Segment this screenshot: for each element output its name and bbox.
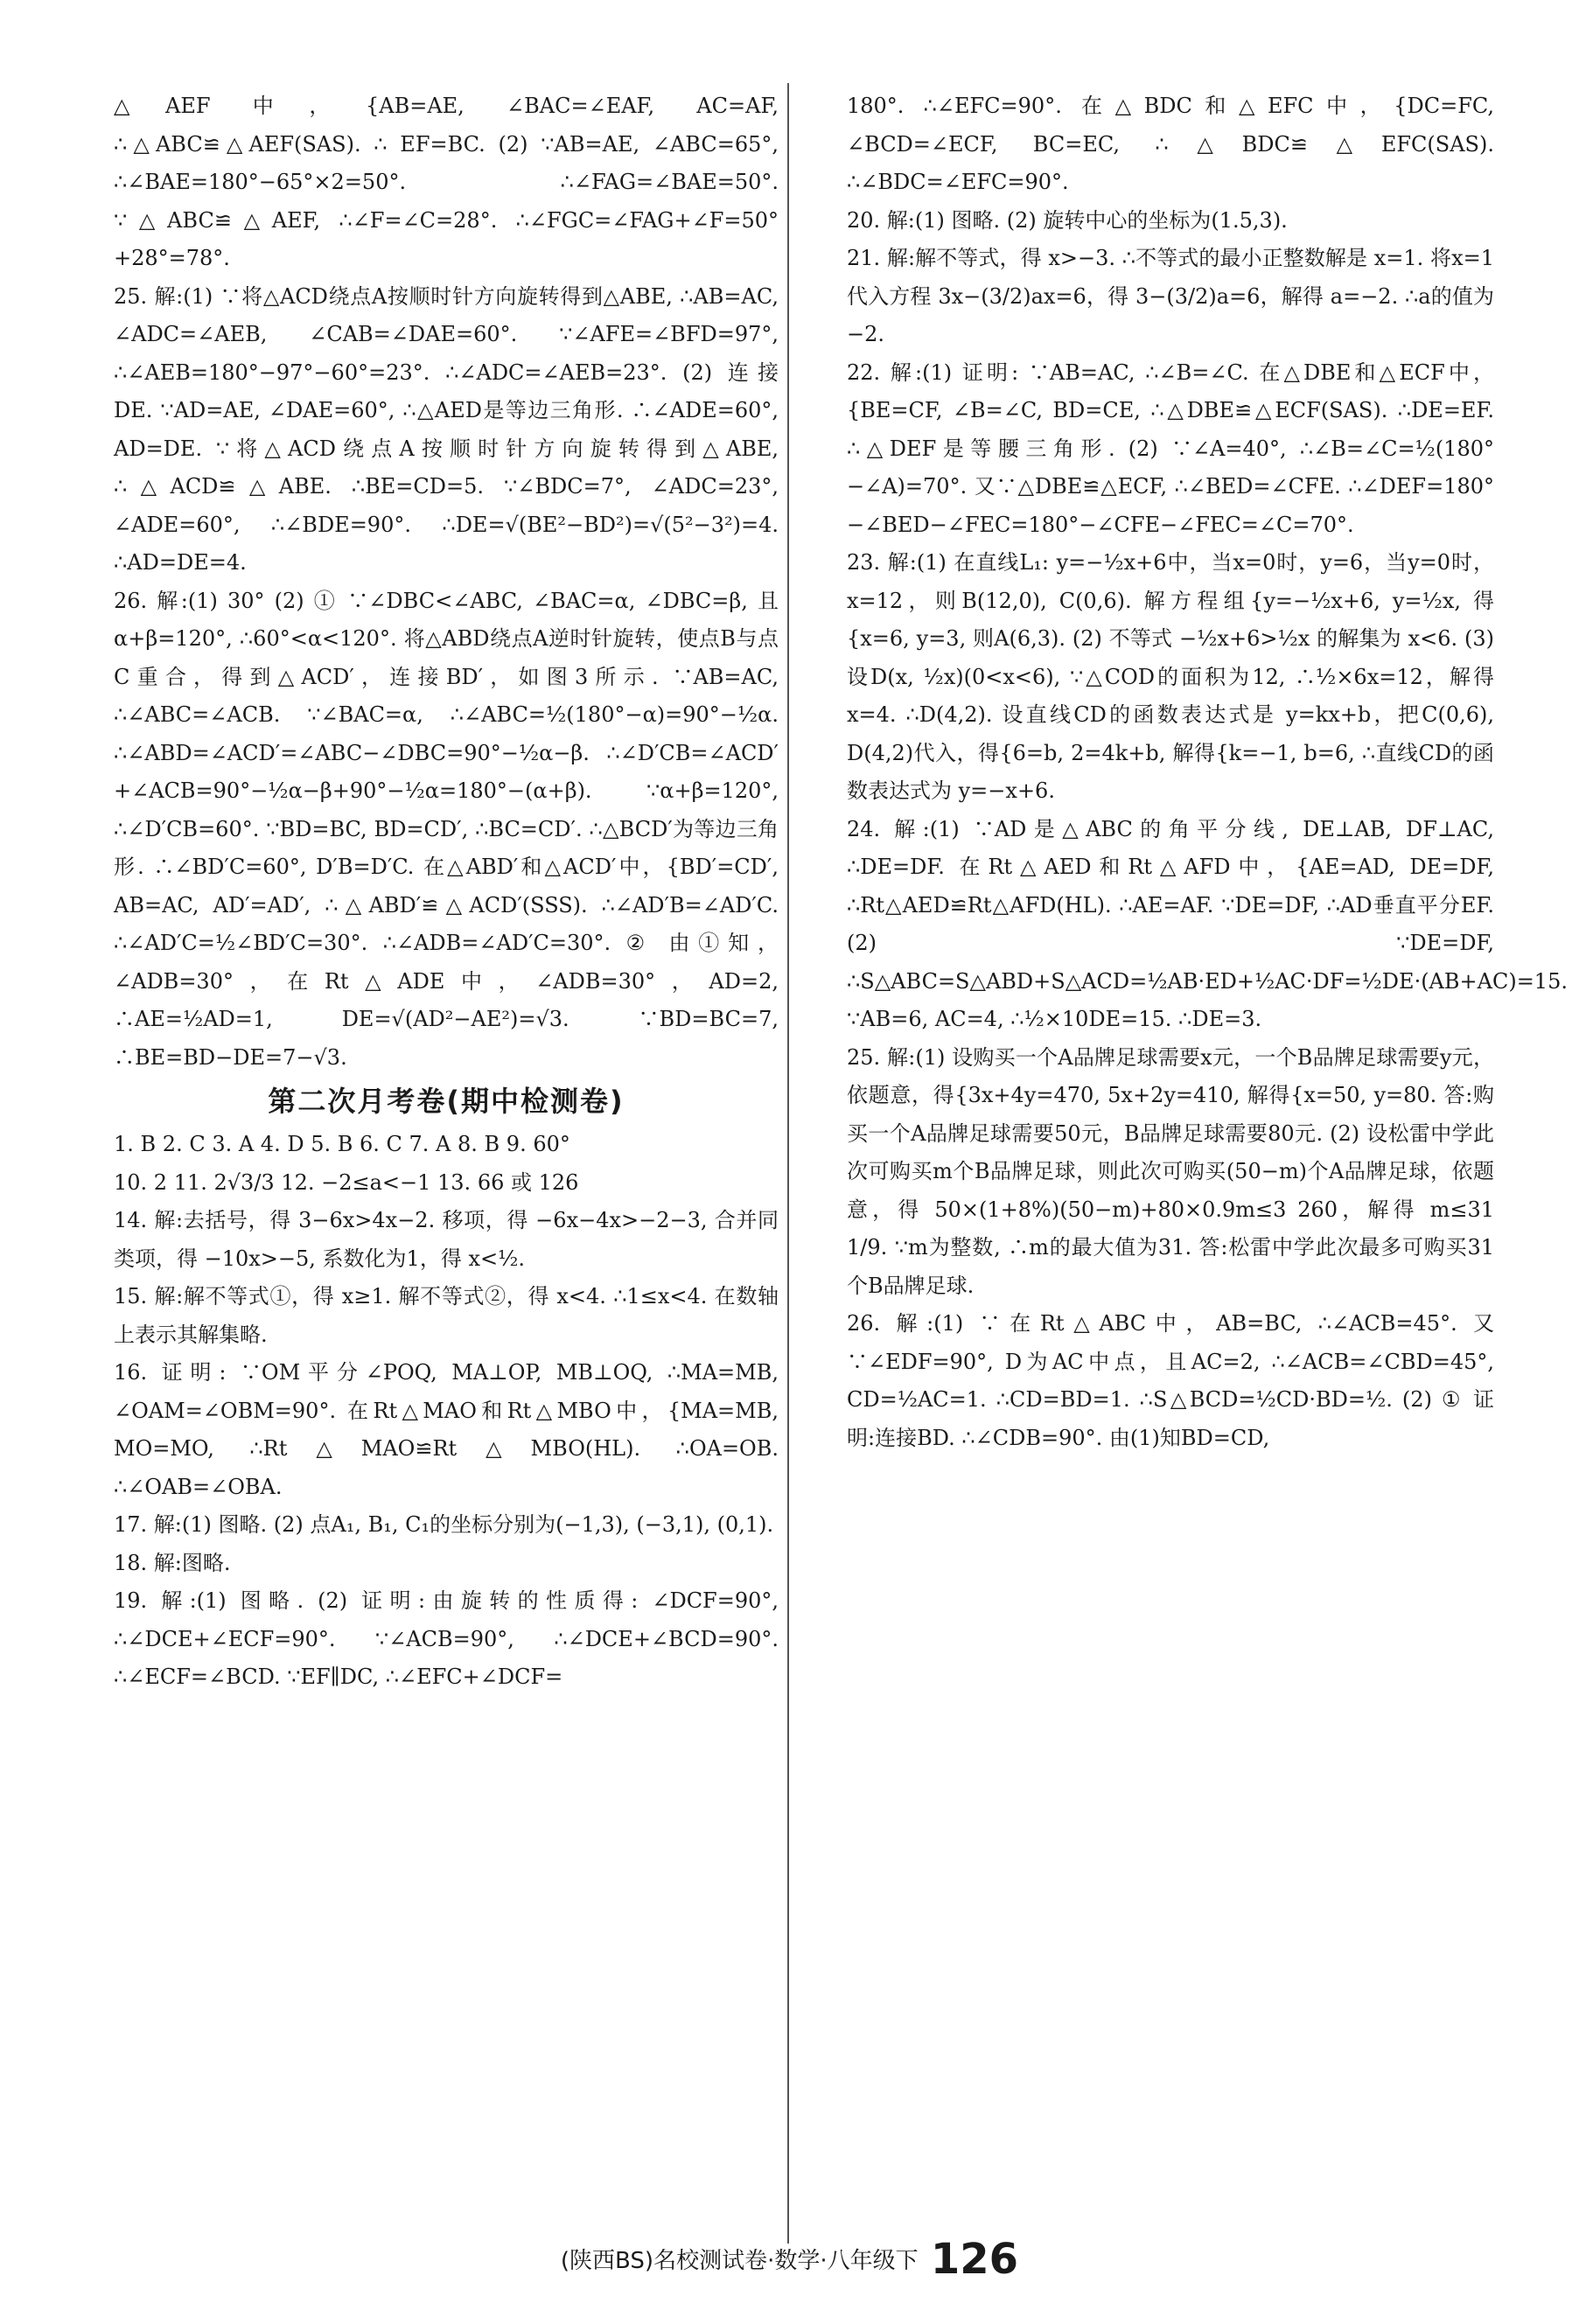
- left-column: [114, 87, 779, 1697]
- answer-19-continued: 180°. ∴∠EFC=90°. 在△BDC和△EFC中，{DC=FC, ∠BCD=∠ECF, BC=EC, ∴△BDC≌△EFC(SAS). ∴∠BDC=∠EFC=90°.: [847, 94, 1494, 194]
- answer-23: 23. 解:(1) 在直线L₁: y=−½x+6中，当x=0时，y=6，当y=0时，x=12，则B(12,0), C(0,6). 解方程组{y=−½x+6, y=½x, 得{x=6, y=3, 则A(6,3). (2) 不等式 −½x+6>½x 的解集为 x<6. (3) 设D(x, ½x)(0<x<6), ∵△COD的面积为12, ∴½×6x=12，解得 x=4. ∴D(4,2). 设直线CD的函数表达式是 y=kx+b，把C(0,6), D(4,2)代入，得{6=b, 2=4k+b, 解得{k=−1, b=6, ∴直线CD的函数表达式为 y=−x+6.: [847, 550, 1494, 803]
- fill-answers: 10. 2 11. 2√3/3 12. −2≤a<−1 13. 66 或 126: [114, 1169, 579, 1195]
- choice-answers: 1. B 2. C 3. A 4. D 5. B 6. C 7. A 8. B 9. 60°: [114, 1132, 570, 1156]
- right-column: [847, 87, 1568, 1457]
- answer-24: 24. 解:(1) ∵AD是△ABC的角平分线, DE⊥AB, DF⊥AC, ∴DE=DF. 在Rt△AED和Rt△AFD中，{AE=AD, DE=DF, ∴Rt△AED≌Rt△AFD(HL). ∴AE=AF. ∵DE=DF, ∴AD垂直平分EF. (2) ∵DE=DF, ∴S△ABC=S△ABD+S△ACD=½AB·ED+½AC·DF=½DE·(AB+AC)=15. ∵AB=6, AC=4, ∴½×10DE=15. ∴DE=3.: [847, 816, 1568, 1031]
- footer-text: (陕西BS)名校测试卷·数学·八年级下: [560, 2248, 919, 2274]
- answer-15: 15. 解:解不等式①，得 x≥1. 解不等式②，得 x<4. ∴1≤x<4. 在数轴上表示其解集略.: [114, 1284, 779, 1347]
- answer-17: 17. 解:(1) 图略. (2) 点A₁, B₁, C₁的坐标分别为(−1,3), (−3,1), (0,1).: [114, 1512, 774, 1537]
- page-number: 126: [930, 2235, 1019, 2284]
- answer-18: 18. 解:图略.: [114, 1550, 231, 1575]
- answer-26: 26. 解:(1) ∵在Rt△ABC中，AB=BC, ∴∠ACB=45°. 又∵∠EDF=90°, D为AC中点，且AC=2, ∴∠ACB=∠CBD=45°, CD=½AC=1. ∴CD=BD=1. ∴S△BCD=½CD·BD=½. (2) ① 证明:连接BD. ∴∠CDB=90°. 由(1)知BD=CD,: [847, 1311, 1494, 1450]
- answer-26: 26. 解:(1) 30° (2) ① ∵∠DBC<∠ABC, ∠BAC=α, ∠DBC=β, 且α+β=120°, ∴60°<α<120°. 将△ABD绕点A逆时针旋转，使点B与点C重合，得到△ACD′，连接BD′，如图3所示. ∵AB=AC, ∴∠ABC=∠ACB. ∵∠BAC=α, ∴∠ABC=½(180°−α)=90°−½α. ∴∠ABD=∠ACD′=∠ABC−∠DBC=90°−½α−β. ∴∠D′CB=∠ACD′+∠ACB=90°−½α−β+90°−½α=180°−(α+β). ∵α+β=120°, ∴∠D′CB=60°. ∵BD=BC, BD=CD′, ∴BC=CD′. ∴△BCD′为等边三角形. ∴∠BD′C=60°, D′B=D′C. 在△ABD′和△ACD′中，{BD′=CD′, AB=AC, AD′=AD′, ∴△ABD′≌△ACD′(SSS). ∴∠AD′B=∠AD′C. ∴∠AD′C=½∠BD′C=30°. ∴∠ADB=∠AD′C=30°. ② 由①知，∠ADB=30°，在Rt△ADE中，∠ADB=30°，AD=2, ∴AE=½AD=1, DE=√(AD²−AE²)=√3. ∵BD=BC=7, ∴BE=BD−DE=7−√3.: [114, 588, 779, 1070]
- answer-20: 20. 解:(1) 图略. (2) 旋转中心的坐标为(1.5,3).: [847, 207, 1288, 233]
- answer-24-continued: △AEF 中，{AB=AE, ∠BAC=∠EAF, AC=AF, ∴△ABC≌△AEF(SAS). ∴ EF=BC. (2) ∵AB=AE, ∠ABC=65°, ∴∠BAE=180°−65°×2=50°. ∴∠FAG=∠BAE=50°. ∵△ABC≌△AEF, ∴∠F=∠C=28°. ∴∠FGC=∠FAG+∠F=50°+28°=78°.: [114, 94, 779, 270]
- answer-25: 25. 解:(1) 设购买一个A品牌足球需要x元，一个B品牌足球需要y元，依题意，得{3x+4y=470, 5x+2y=410, 解得{x=50, y=80. 答:购买一个A品牌足球需要50元，B品牌足球需要80元. (2) 设松雷中学此次可购买m个B品牌足球，则此次可购买(50−m)个A品牌足球，依题意，得 50×(1+8%)(50−m)+80×0.9m≤3 260，解得 m≤31 1/9. ∵m为整数, ∴m的最大值为31. 答:松雷中学此次最多可购买31个B品牌足球.: [847, 1044, 1494, 1298]
- answer-25: 25. 解:(1) ∵将△ACD绕点A按顺时针方向旋转得到△ABE, ∴AB=AC, ∠ADC=∠AEB, ∠CAB=∠DAE=60°. ∵∠AFE=∠BFD=97°, ∴∠AEB=180°−97°−60°=23°. ∴∠ADC=∠AEB=23°. (2) 连接 DE. ∵AD=AE, ∠DAE=60°, ∴△AED是等边三角形. ∴∠ADE=60°, AD=DE. ∵将△ACD绕点A按顺时针方向旋转得到△ABE, ∴△ACD≌△ABE. ∴BE=CD=5. ∵∠BDC=7°, ∠ADC=23°, ∠ADE=60°, ∴∠BDE=90°. ∴DE=√(BE²−BD²)=√(5²−3²)=4. ∴AD=DE=4.: [114, 283, 779, 575]
- answer-16: 16. 证明: ∵OM平分∠POQ, MA⊥OP, MB⊥OQ, ∴MA=MB, ∠OAM=∠OBM=90°. 在Rt△MAO和Rt△MBO中，{MA=MB, MO=MO, ∴Rt△MAO≌Rt△MBO(HL). ∴OA=OB. ∴∠OAB=∠OBA.: [114, 1360, 779, 1499]
- section-title: 第二次月考卷(期中检测卷): [268, 1085, 625, 1118]
- answer-22: 22. 解:(1) 证明: ∵AB=AC, ∴∠B=∠C. 在△DBE和△ECF中，{BE=CF, ∠B=∠C, BD=CE, ∴△DBE≌△ECF(SAS). ∴DE=EF. ∴△DEF是等腰三角形. (2) ∵∠A=40°, ∴∠B=∠C=½(180°−∠A)=70°. 又∵△DBE≌△ECF, ∴∠BED=∠CFE. ∴∠DEF=180°−∠BED−∠FEC=180°−∠CFE−∠FEC=∠C=70°.: [847, 359, 1494, 537]
- answer-19: 19. 解:(1) 图略. (2) 证明:由旋转的性质得: ∠DCF=90°, ∴∠DCE+∠ECF=90°. ∵∠ACB=90°, ∴∠DCE+∠BCD=90°. ∴∠ECF=∠BCD. ∵EF∥DC, ∴∠EFC+∠DCF=: [114, 1588, 779, 1689]
- answer-14: 14. 解:去括号，得 3−6x>4x−2. 移项，得 −6x−4x>−2−3, 合并同类项，得 −10x>−5, 系数化为1，得 x<½.: [114, 1208, 779, 1271]
- answer-21: 21. 解:解不等式，得 x>−3. ∴不等式的最小正整数解是 x=1. 将x=1代入方程 3x−(3/2)ax=6，得 3−(3/2)a=6，解得 a=−2. ∴a的值为−2.: [847, 246, 1494, 346]
- column-divider: [787, 83, 789, 2244]
- page-footer: [0, 2235, 1579, 2284]
